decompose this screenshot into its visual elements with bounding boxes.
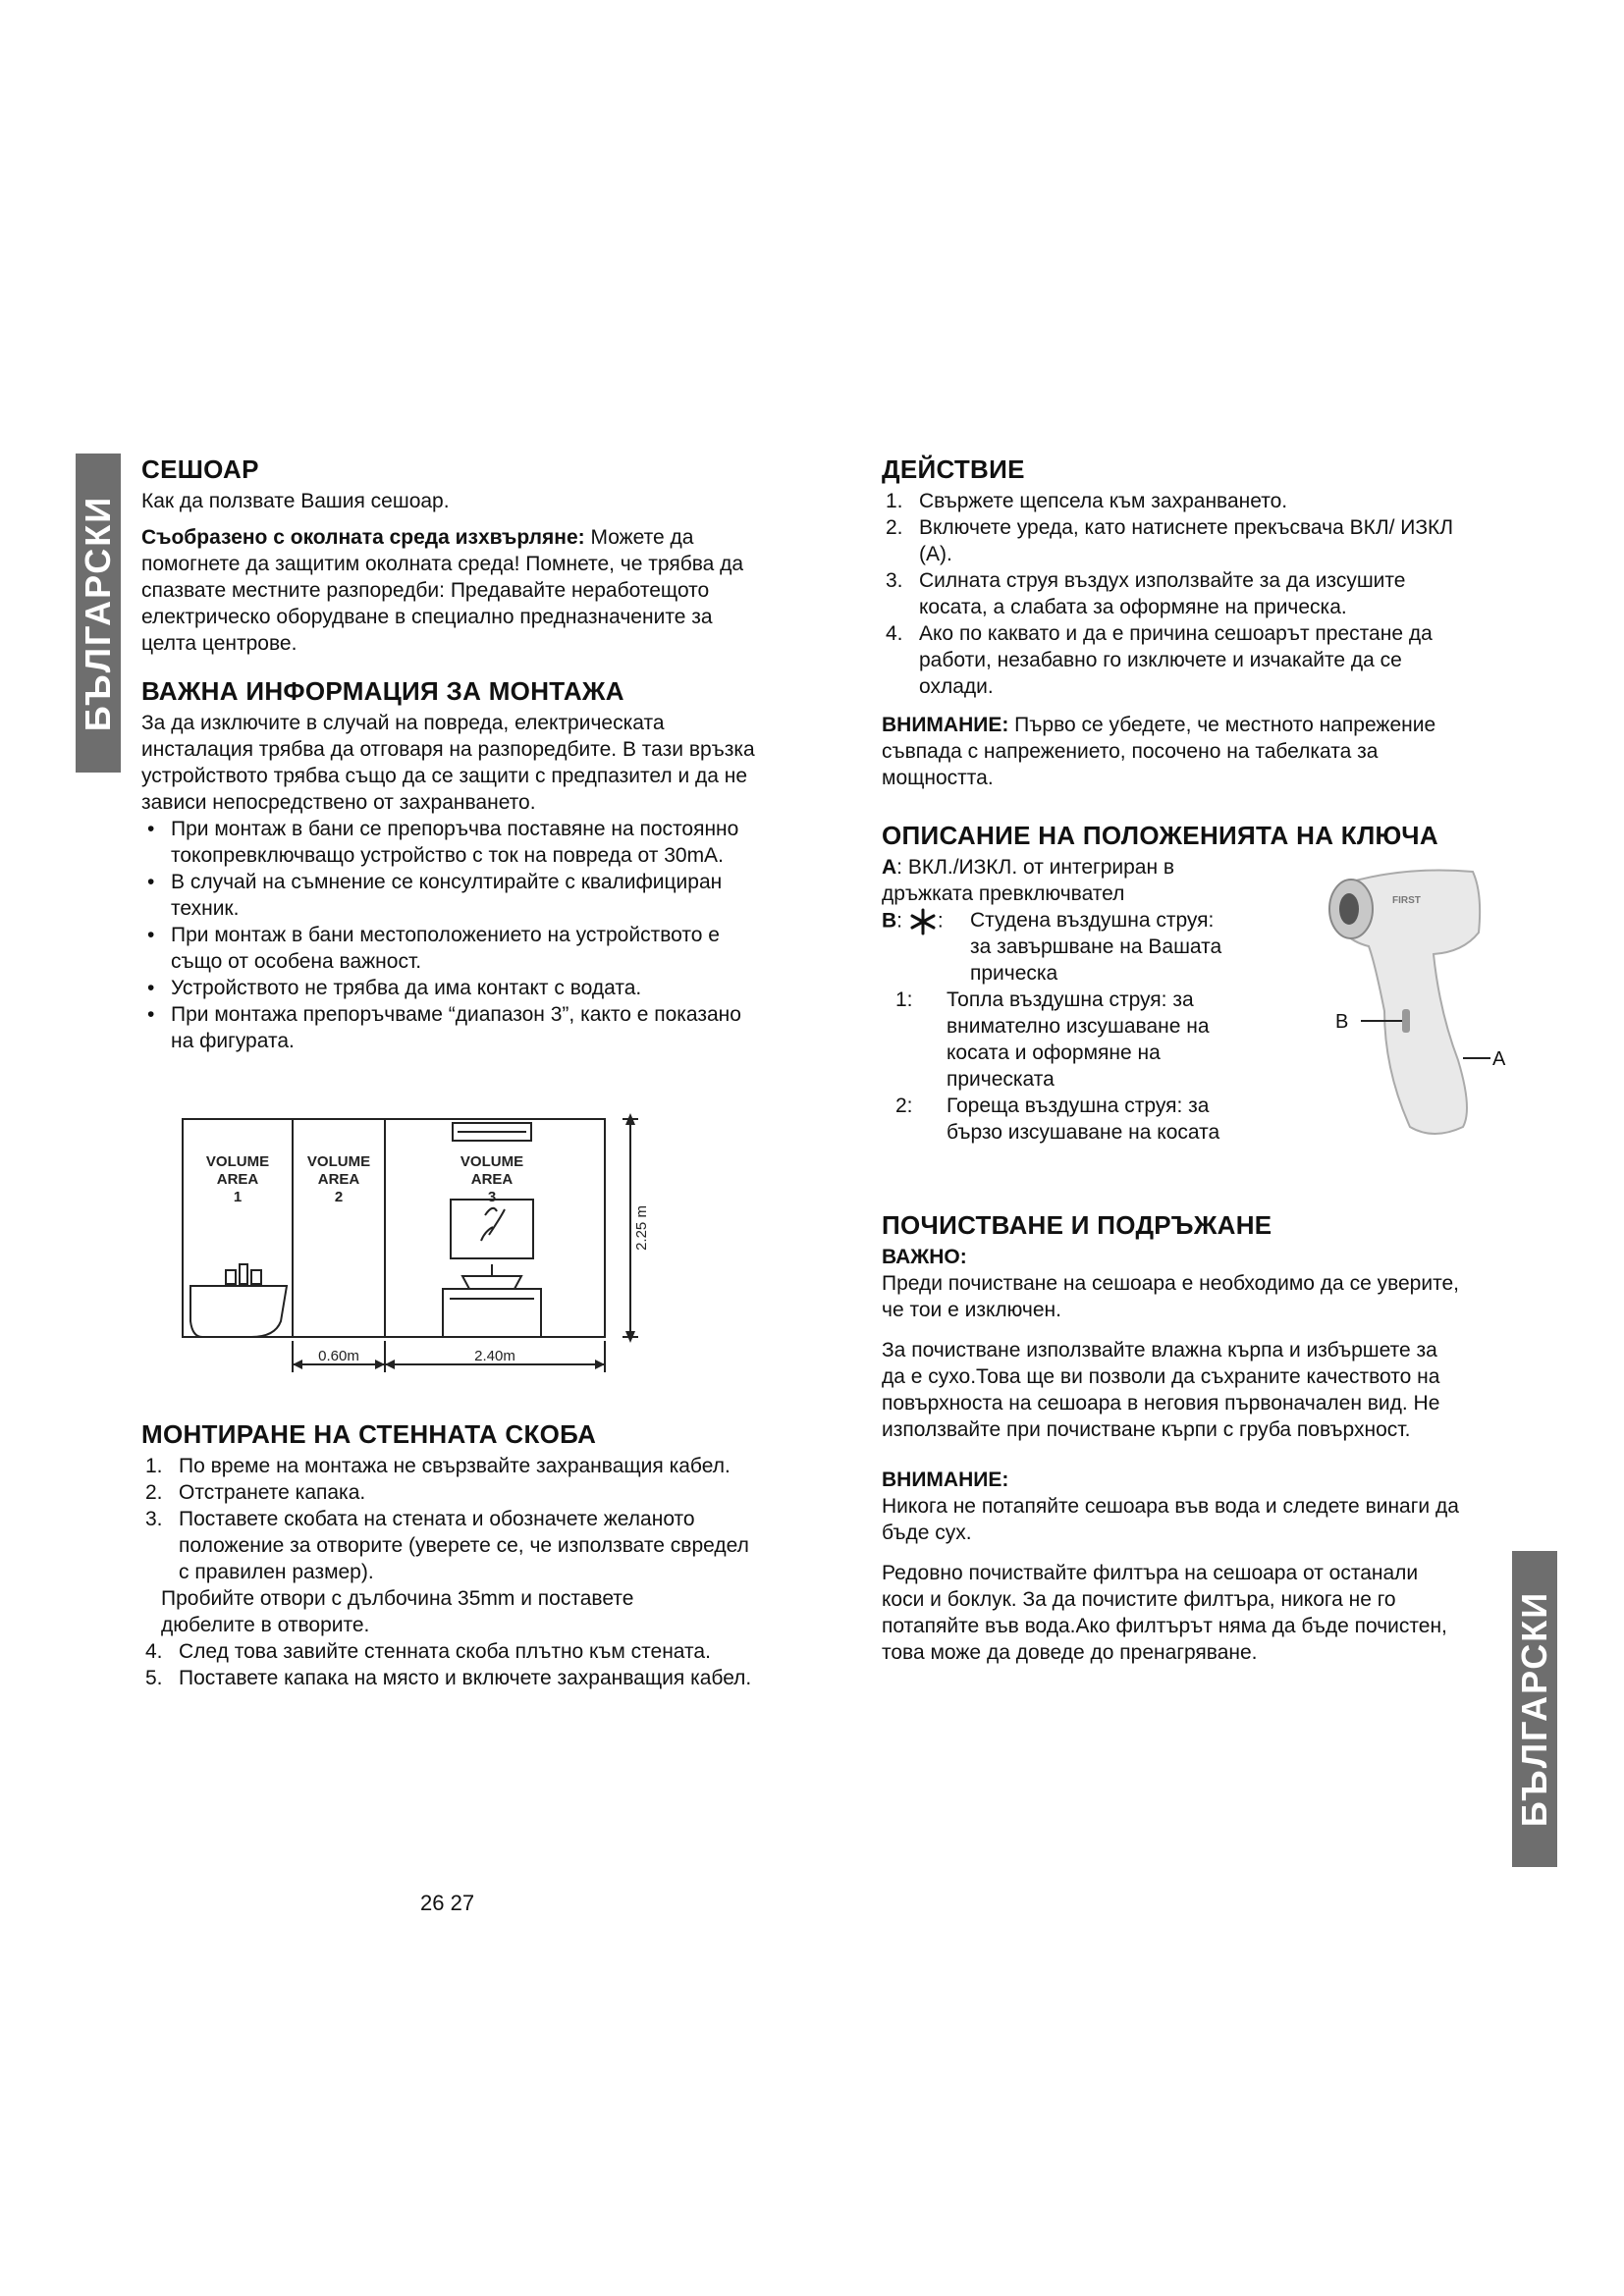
zone-2-word1: VOLUME (306, 1153, 371, 1170)
eco-bold: Съобразено с околната среда изхвърляне: (141, 526, 585, 549)
bathroom-zones-diagram (173, 1107, 654, 1382)
dryer-brand: FIRST (1392, 895, 1421, 906)
cleaning-section (882, 1210, 1461, 1680)
side-tab-label: БЪЛГАРСКИ (1514, 1590, 1554, 1828)
section-title-cleaning: ПОЧИСТВАНЕ И ПОДРЪЖАНЕ (882, 1210, 1272, 1240)
warning-paragraph-2: Редовно почиствайте филтъра на сешоара от останали коси и боклук. За да почистите филтъра, никога не го потапяйте във вода.Ако филтърът няма да бъде почистен, това може да доведе до пренагряване. (882, 1562, 1447, 1664)
list-item: 4. Ако по каквато и да е причина сешоарът престане да работи, незабавно го изключете и изчакайте да се охлади. (886, 622, 1433, 698)
list-item: 3. Силната струя въздух използвайте за да изсушите косата, а слабата за оформяне на прическа. (886, 569, 1406, 618)
warning-label: ВНИМАНИЕ: (882, 1468, 1009, 1491)
install-bullets (141, 816, 760, 1054)
bullet-mark: • (147, 1003, 155, 1026)
list-item: 1. По време на монтажа не свързвайте захранващия кабел. (145, 1455, 731, 1477)
list-item: 3. Поставете скобата на стената и обозначете желаното положение за отворите (уверете се, че използвате свредел с правилен размер). (145, 1508, 749, 1583)
important-label: ВАЖНО: (882, 1246, 967, 1268)
zone-3-number: 3 (487, 1189, 497, 1205)
switch-a: A: ВКЛ./ИЗКЛ. от интегриран в дръжката превключвател (882, 856, 1175, 905)
list-item: • При монтаж в бани местоположението на устройството е също от особена важност. (147, 924, 720, 973)
zone-3-word2: AREA (470, 1171, 514, 1188)
zone-1-number: 1 (233, 1189, 243, 1205)
list-item: 2. Включете уреда, като натиснете прекъсвача ВКЛ/ ИЗКЛ (A). (886, 516, 1454, 565)
bullet-mark: • (147, 871, 155, 893)
zone-1-word2: AREA (216, 1171, 259, 1188)
page-numbers: 26 27 (420, 1891, 475, 1915)
warning-paragraph-1: Никога не потапяйте сешоара във вода и следете винаги да бъде сух. (882, 1495, 1459, 1544)
list-item: 4. След това завийте стенната скоба плътно към стената. (145, 1640, 711, 1663)
height-label: 2.25 m (633, 1205, 650, 1251)
bracket-section (141, 1419, 760, 1691)
left-column (141, 454, 760, 1054)
attention-bold: ВНИМАНИЕ: (882, 714, 1009, 736)
section-title-action: ДЕЙСТВИЕ (882, 454, 1025, 484)
bracket-steps (141, 1453, 760, 1585)
zone-3-word1: VOLUME (460, 1153, 524, 1170)
hair-dryer-illustration (1316, 864, 1512, 1144)
section-title-install: ВАЖНА ИНФОРМАЦИЯ ЗА МОНТАЖА (141, 676, 624, 706)
intro-text: Как да ползвате Вашия сешоар. (141, 490, 450, 512)
side-tab-left (76, 454, 121, 773)
list-item: • При монтажа препоръчваме “диапазон 3”, както е показано на фигурата. (147, 1003, 741, 1052)
list-item: 5. Поставете капака на място и включете захранващия кабел. (145, 1667, 752, 1689)
dryer-label-b: B (1335, 1011, 1349, 1033)
attention-paragraph: ВНИМАНИЕ: Първо се убедете, че местното напрежение съвпада с напрежението, посочено на табелката за мощността. (882, 714, 1436, 789)
install-text: За да изключите в случай на повреда, електрическата инсталация трябва да отговаря на разпоредбите. В тази връзка устройството трябва също да се защити с предпазител и да не зависи непосредствено от захранването. (141, 712, 755, 814)
bullet-mark: • (147, 977, 155, 999)
cleaning-paragraph-1: Преди почистване на сешоара е необходимо да се уверите, че тои е изключен. (882, 1272, 1459, 1321)
bracket-note: Пробийте отвори с дълбочина 35mm и поставете дюбелите в отворите. (161, 1587, 634, 1636)
action-steps (882, 488, 1461, 700)
width-label-2: 2.40m (474, 1348, 515, 1364)
snowflake-icon (908, 907, 938, 936)
eco-text: Можете да помогнете да защитим околната среда! Помнете, че трябва да спазвате местните разпоредби: Предавайте неработещото електрическо оборудване в специално предназначените за целта центрове. (141, 526, 744, 655)
bracket-steps-continued (141, 1638, 760, 1691)
side-tab-right (1512, 1551, 1557, 1867)
zone-2-number: 2 (334, 1189, 344, 1205)
section-title-switch: ОПИСАНИЕ НА ПОЛОЖЕНИЯТА НА КЛЮЧА (882, 821, 1438, 850)
cleaning-paragraph-2: За почистване използвайте влажна кърпа и избършете за да е сухо.Това ще ви позволи да съхраните качеството на повърхноста на сешоара в неговия първоначален вид. Не използвайте при почистване кърпи с груба повърхност. (882, 1339, 1440, 1441)
bullet-mark: • (147, 818, 155, 840)
section-title-dryer: СЕШОАР (141, 454, 259, 484)
eco-paragraph (141, 524, 760, 657)
switch-b: B: : Студена въздушна струя: за завършване на Вашата прическа (882, 909, 1222, 985)
switch-description (882, 854, 1235, 1146)
zone-1-word1: VOLUME (205, 1153, 270, 1170)
list-item: • При монтаж в бани се препоръчва поставяне на постоянно токопревключващо устройство с ток на повреда от 30mA. (147, 818, 739, 867)
switch-2: 2: Гореща въздушна струя: за бързо изсушаване на косата (895, 1095, 1220, 1144)
side-tab-label: БЪЛГАРСКИ (78, 495, 118, 731)
bullet-mark: • (147, 924, 155, 946)
list-item: • Устройството не трябва да има контакт с водата. (147, 977, 642, 999)
list-item: 2. Отстранете капака. (145, 1481, 366, 1504)
switch-1: 1: Топла въздушна струя: за внимателно изсушаване на косата и оформяне на прическата (895, 988, 1210, 1091)
list-item: • В случай на съмнение се консултирайте с квалифициран техник. (147, 871, 723, 920)
list-item: 1. Свържете щепсела към захранването. (886, 490, 1288, 512)
zone-2-word2: AREA (317, 1171, 360, 1188)
width-label-1: 0.60m (318, 1348, 359, 1364)
dryer-label-a: A (1492, 1048, 1506, 1070)
section-title-bracket: МОНТИРАНЕ НА СТЕННАТА СКОБА (141, 1419, 597, 1449)
